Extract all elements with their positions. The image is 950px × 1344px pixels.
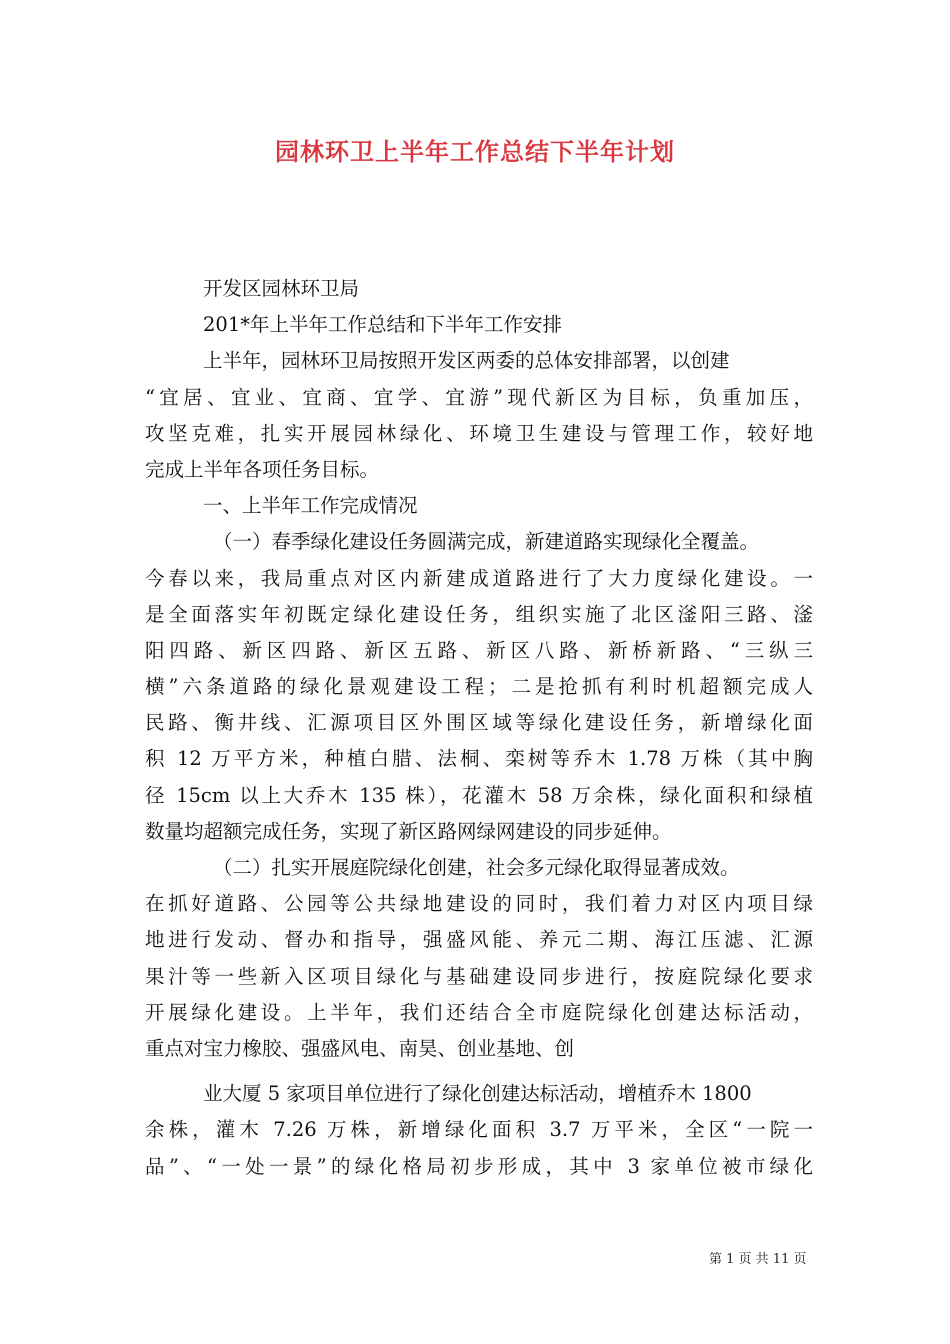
subsection-heading: （二）扎实开展庭院绿化创建，社会多元绿化取得显著成效。 <box>213 856 740 879</box>
paragraph-line: 完成上半年各项任务目标。 <box>145 457 380 481</box>
paragraph-line: 民路、衡井线、汇源项目区外围区域等绿化建设任务，新增绿化面 <box>145 711 813 735</box>
paragraph-line: 201*年上半年工作总结和下半年工作安排 <box>203 313 562 337</box>
paragraph-line: 业大厦 5 家项目单位进行了绿化创建达标活动，增植乔木 1800 <box>203 1082 752 1106</box>
subsection-heading: （一）春季绿化建设任务圆满完成，新建道路实现绿化全覆盖。 <box>213 530 760 554</box>
paragraph-line: 果汁等一些新入区项目绿化与基础建设同步进行，按庭院绿化要求 <box>145 964 813 988</box>
paragraph-line: 地进行发动、督办和指导，强盛风能、养元二期、海江压滤、汇源 <box>145 928 813 952</box>
paragraph-line: 攻坚克难，扎实开展园林绿化、环境卫生建设与管理工作，较好地 <box>145 421 813 445</box>
paragraph-line: 上半年，园林环卫局按照开发区两委的总体安排部署，以创建 <box>203 349 730 373</box>
paragraph-line: 在抓好道路、公园等公共绿地建设的同时，我们着力对区内项目绿 <box>145 892 813 916</box>
paragraph-line: 是全面落实年初既定绿化建设任务，组织实施了北区滏阳三路、滏 <box>145 602 813 626</box>
paragraph-line: “宜居、宜业、宜商、宜学、宜游”现代新区为目标，负重加压， <box>145 385 813 409</box>
paragraph-line: 开发区园林环卫局 <box>203 277 360 300</box>
paragraph-line: 开展绿化建设。上半年，我们还结合全市庭院绿化创建达标活动， <box>145 1000 813 1024</box>
page-number: 第 1 页 共 11 页 <box>709 1252 807 1267</box>
paragraph-line: 径 15cm 以上大乔木 135 株），花灌木 58 万余株，绿化面积和绿植 <box>145 783 813 807</box>
paragraph-line: 积 12 万平方米，种植白腊、法桐、栾树等乔木 1.78 万株（其中胸 <box>145 747 813 771</box>
paragraph-line: 重点对宝力橡胶、强盛风电、南昊、创业基地、创 <box>145 1036 575 1060</box>
paragraph-line: 横”六条道路的绿化景观建设工程；二是抢抓有利时机超额完成人 <box>145 675 813 699</box>
paragraph-line: 品”、“一处一景”的绿化格局初步形成，其中 3 家单位被市绿化 <box>145 1154 813 1178</box>
document-body <box>145 271 813 1185</box>
paragraph-gap <box>145 1067 813 1076</box>
section-heading: 一、上半年工作完成情况 <box>203 494 418 518</box>
paragraph-line: 数量均超额完成任务，实现了新区路网绿网建设的同步延伸。 <box>145 819 672 843</box>
paragraph-line: 阳四路、新区四路、新区五路、新区八路、新桥新路、“三纵三 <box>145 638 813 662</box>
paragraph-line: 余株，灌木 7.26 万株，新增绿化面积 3.7 万平米，全区“一院一 <box>145 1118 813 1142</box>
paragraph-line: 今春以来，我局重点对区内新建成道路进行了大力度绿化建设。一 <box>145 566 813 590</box>
document-title: 园林环卫上半年工作总结下半年计划 <box>275 138 675 166</box>
